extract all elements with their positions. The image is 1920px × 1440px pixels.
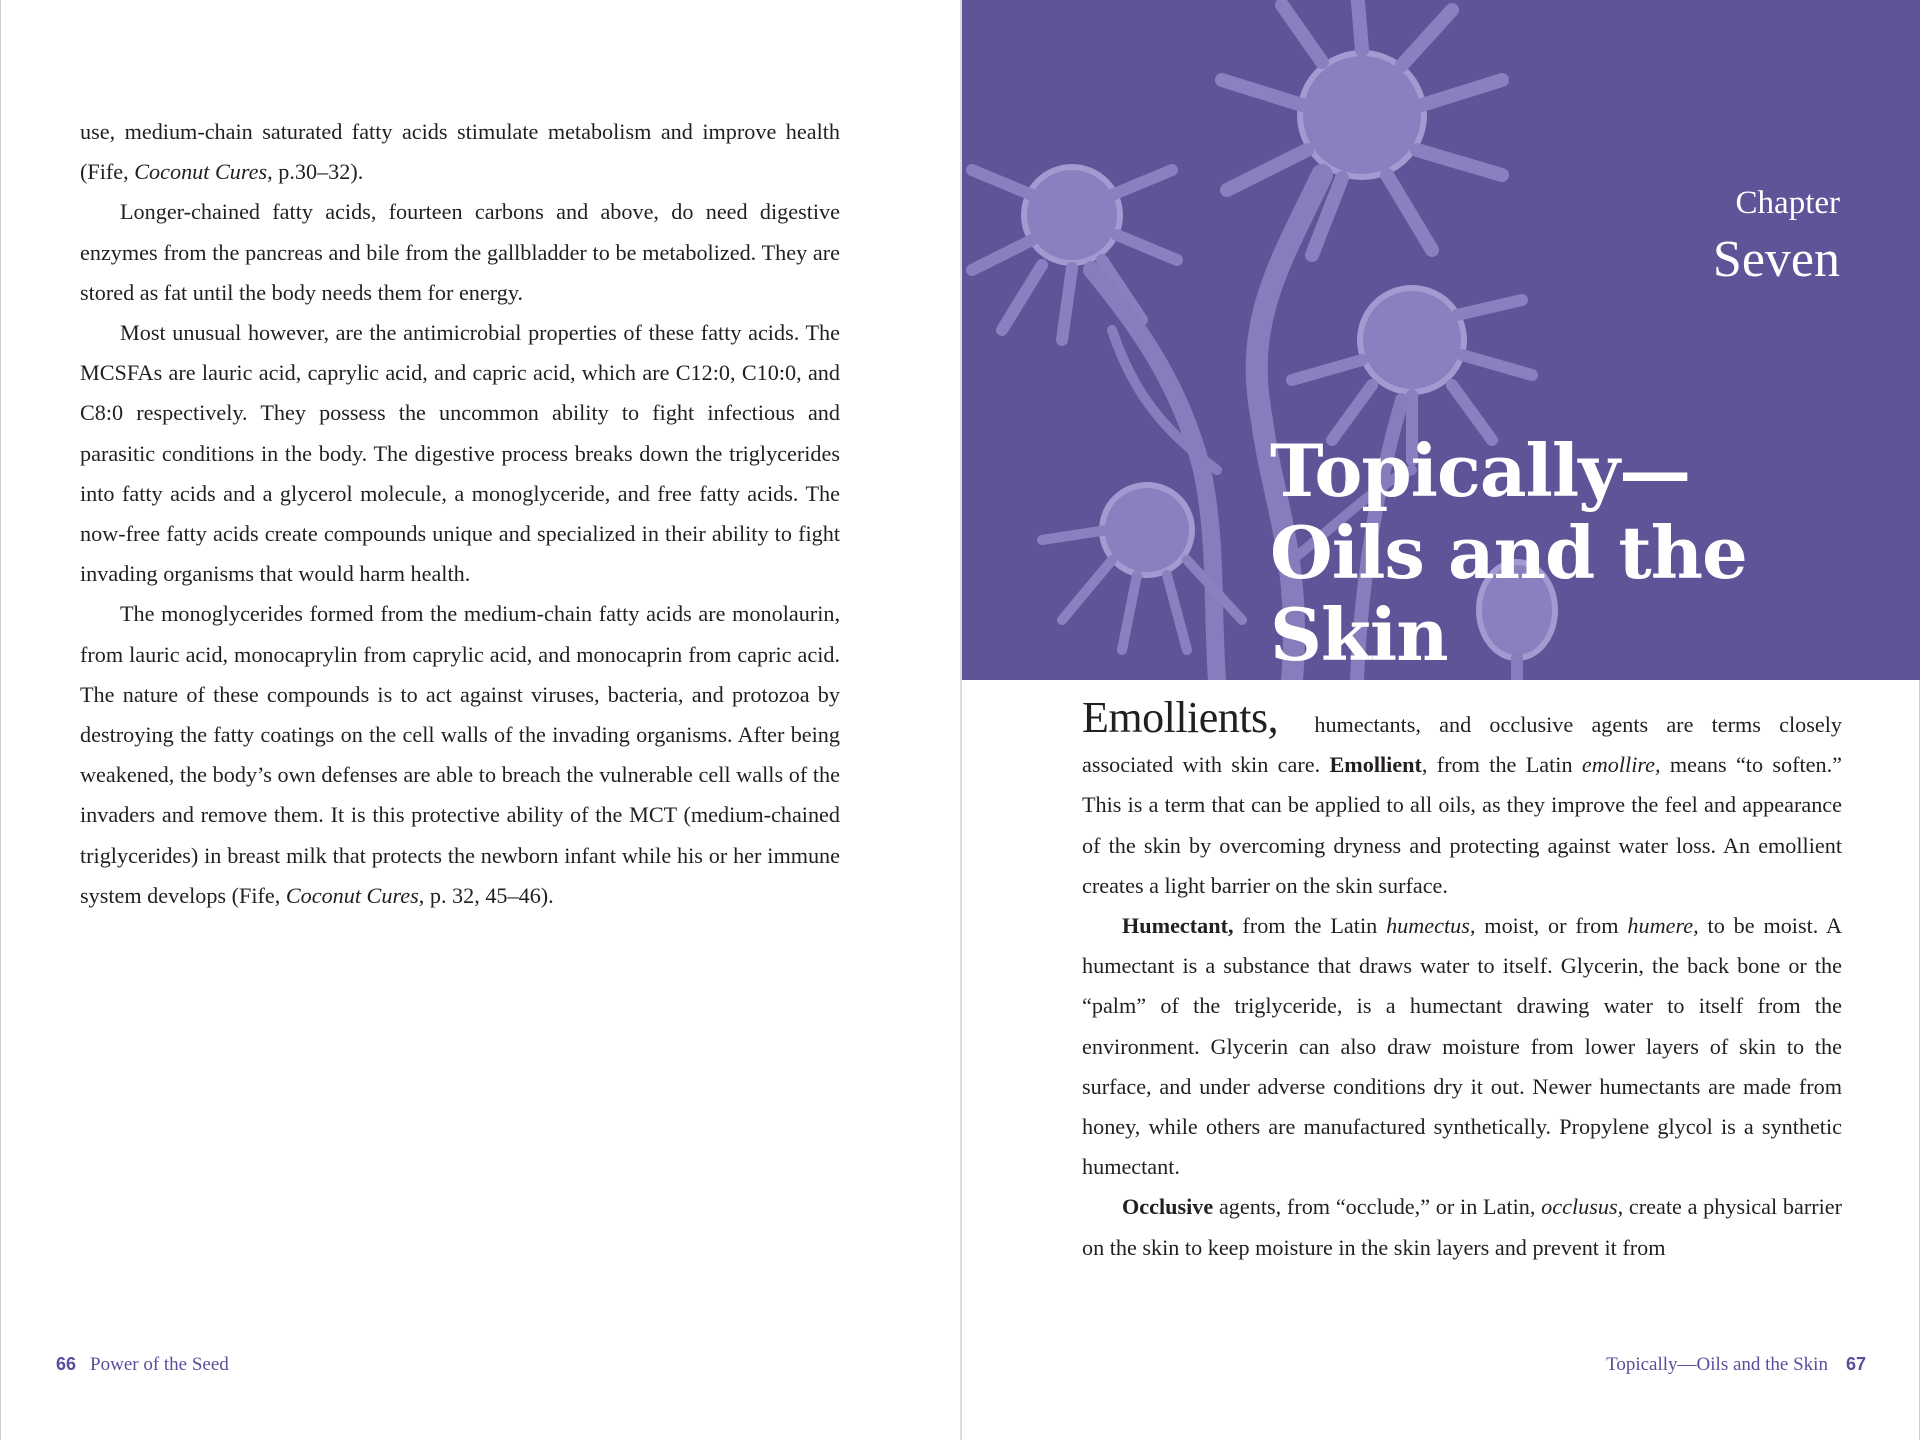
body-paragraph (1082, 1187, 1842, 1267)
book-title-citation: Coconut Cures (285, 882, 419, 908)
text-run: The monoglycerides formed from the medium-chain fatty acids are monolaurin, from lauric acid, monocaprylin from caprylic acid, and monocaprin from capric acid. The nature of these compounds is to act against viruses, bacteria, and protozoa by destroying the fatty coatings on the cell walls of the invading organisms. After being weakened, the body’s own defenses are able to breach the vulnerable cell walls of the invaders and remove them. It is this protective ability of the MCT (medium-chained triglycerides) in breast milk that protects the newborn infant while his or her immune system develops (Fife, (80, 601, 840, 908)
body-paragraph (1082, 906, 1842, 1187)
chapter-number: Seven (1712, 231, 1840, 288)
text-run: moist, or from (1475, 913, 1628, 939)
right-page-body (1082, 693, 1843, 1268)
chapter-title-line: Topically— (1270, 428, 1691, 513)
page-number: 67 (1845, 1354, 1866, 1374)
latin-term: emollire, (1581, 752, 1661, 778)
left-page-body (80, 112, 840, 916)
latin-term: occlusus, (1541, 1194, 1624, 1220)
text-run: , p.30–32). (267, 159, 364, 185)
body-paragraph: Most unusual however, are the antimicrobial properties of these fatty acids. The MCSFAs are lauric acid, caprylic acid, and capric acid, which are C12:0, C10:0, and C8:0 respectively. They possess the uncommon ability to fight infectious and parasitic conditions in the body. The digestive process breaks down the triglycerides into fatty acids and a glycerol molecule, a monoglyceride, and free fatty acids. The now-free fatty acids create compounds unique and specialized in their ability to fight invading organisms that would harm health. (80, 320, 840, 587)
page-number: 66 (56, 1354, 77, 1374)
running-title: Power of the Seed (90, 1354, 229, 1375)
latin-term: humectus, (1386, 913, 1476, 939)
body-paragraph (80, 594, 840, 916)
book-title-citation: Coconut Cures (134, 159, 268, 185)
text-run: from the Latin (1233, 913, 1387, 939)
text-run: to be moist. A humectant is a substance that draws water to itself. Glycerin, the back bone or the “palm” of the triglyceride, is a humectant drawing water to itself from the environment. Glycerin can also draw moisture from lower layers of skin to the surface, and under adverse conditions dry it out. Newer humectants are made from honey, while others are manufactured synthetically. Propylene glycol is a synthetic humectant. (1082, 913, 1842, 1180)
term-bold: Occlusive (1122, 1194, 1214, 1220)
text-run: use, medium-chain saturated fatty acids stimulate metabolism and improve health (Fife, (80, 119, 840, 185)
text-run: means “to soften.” This is a term that can be applied to all oils, as they improve the feel and appearance of the skin by overcoming dryness and protecting against water loss. An emollient creates a light barrier on the skin surface. (1082, 752, 1843, 898)
chapter-title-line: Oils and the Skin (1270, 510, 1747, 677)
running-title: Topically—Oils and the Skin (1606, 1354, 1828, 1375)
left-folio (56, 1354, 229, 1376)
text-run: create a physical barrier on the skin to keep moisture in the skin layers and prevent it from (1082, 1194, 1842, 1260)
chapter-label: Chapter (1735, 185, 1840, 221)
latin-term: humere, (1627, 913, 1699, 939)
right-folio (1606, 1354, 1866, 1376)
text-run: , p. 32, 45–46). (418, 882, 554, 908)
opening-word: Emollients, (1082, 693, 1279, 742)
term-bold: Humectant, (1122, 913, 1234, 939)
body-paragraph (80, 112, 840, 192)
text-run: , from the Latin (1421, 752, 1582, 778)
body-paragraph: Longer-chained fatty acids, fourteen carbons and above, do need digestive enzymes from the pancreas and bile from the gallbladder to be metabolized. They are stored as fat until the body needs them for energy. (80, 199, 840, 305)
body-paragraph (1082, 693, 1843, 906)
text-run: humectants, and occlusive agents are terms closely associated with skin care. (1082, 712, 1842, 778)
chapter-title (1270, 430, 1910, 676)
page-edge (0, 0, 1, 1440)
term-bold: Emollient (1329, 752, 1422, 778)
text-run: agents, from “occlude,” or in Latin, (1213, 1194, 1542, 1220)
